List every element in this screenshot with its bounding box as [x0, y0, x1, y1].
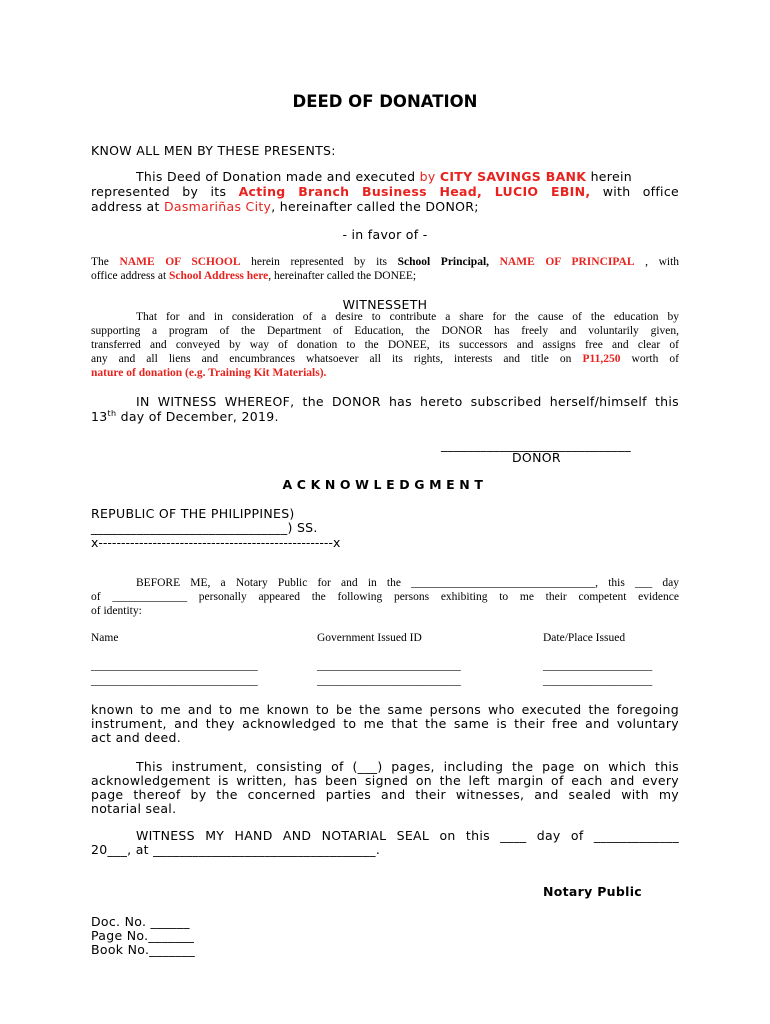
donor-label: DONOR	[512, 450, 561, 465]
table-row-2-id: _________________________	[317, 675, 461, 687]
instrument-line-2: acknowledgement is written, has been signed on the left margin of each and every	[91, 773, 679, 788]
in-witness-line-2	[91, 409, 679, 424]
before-me-line-1: BEFORE ME, a Notary Public for and in the ________________________________, this ___ day	[136, 577, 679, 589]
donor-representative: Acting Branch Business Head, LUCIO EBIN,	[238, 184, 591, 199]
worth-text: worth of	[631, 353, 679, 365]
the-text: The	[91, 256, 109, 268]
known-line-3: act and deed.	[91, 730, 182, 745]
doc-no: Doc. No. ______	[91, 914, 190, 929]
donor-called: , hereinafter called the DONOR;	[271, 199, 479, 214]
witnesseth-line-2: supporting a program of the Department of Education, the DONOR has freely and voluntarily given,	[91, 325, 679, 337]
before-me-line-3: of identity:	[91, 605, 142, 617]
document-title: DEED OF DONATION	[292, 92, 478, 111]
witness-day-suffix: th	[107, 408, 117, 418]
known-line-1: known to me and to me known to be the same persons who executed the foregoing	[91, 702, 679, 717]
acknowledgment-heading: ACKNOWLEDGMENT	[282, 477, 488, 492]
before-me-line-2: of _____________ personally appeared the following persons exhibiting to me their competent evidence	[91, 591, 679, 603]
in-witness-line-1: IN WITNESS WHEREOF, the DONOR has hereto subscribed herself/himself this	[136, 394, 679, 409]
represented-text: herein represented by its	[251, 256, 388, 268]
donee-paragraph-line-1	[91, 256, 679, 268]
liens-text: any and all liens and encumbrances whatsoever all its rights, interests and title on	[91, 353, 572, 365]
with-text: , with	[645, 256, 680, 268]
donor-signature-line: _____________________________	[441, 437, 631, 452]
herein-text: herein	[590, 169, 632, 184]
table-row-1-date: ___________________	[543, 660, 653, 672]
donor-name: CITY SAVINGS BANK	[439, 169, 587, 184]
donee-paragraph-line-2	[91, 270, 679, 282]
instrument-line-1: This instrument, consisting of (___) pages, including the page on which this	[136, 759, 679, 774]
donation-amount: P11,250	[582, 353, 621, 365]
page-no: Page No._______	[91, 928, 195, 943]
address-text: address at	[91, 199, 160, 214]
witness-hand-line-1: WITNESS MY HAND AND NOTARIAL SEAL on this ____ day of _____________	[136, 828, 679, 843]
witness-date: day of December, 2019.	[120, 409, 279, 424]
witnesseth-line-4	[91, 353, 679, 365]
in-favor-of: - in favor of -	[342, 227, 428, 242]
represented-text: represented by its	[91, 184, 227, 199]
notary-public-label: Notary Public	[543, 884, 643, 899]
donor-address: Dasmariñas City	[163, 199, 272, 214]
table-row-1-id: _________________________	[317, 660, 461, 672]
donor-text: This Deed of Donation made and executed	[136, 169, 416, 184]
republic-line: REPUBLIC OF THE PHILIPPINES)	[91, 506, 295, 521]
witnesseth-heading: WITNESSETH	[342, 297, 428, 312]
principal-title: School Principal,	[397, 256, 490, 268]
donor-paragraph-line-3	[91, 199, 679, 214]
witness-day: 13	[91, 409, 108, 424]
donor-paragraph-line-1	[91, 169, 679, 184]
known-line-2: instrument, and they acknowledged to me that the same is their free and voluntary	[91, 716, 679, 731]
witness-hand-line-2: 20___, at __________________________________.	[91, 842, 381, 857]
witnesseth-line-1: That for and in consideration of a desire to contribute a share for the cause of the education by	[136, 311, 679, 323]
donee-called: , hereinafter called the DONEE;	[268, 270, 417, 282]
header-gov-id: Government Issued ID	[317, 632, 422, 644]
donor-paragraph-line-2	[91, 184, 679, 199]
instrument-line-4: notarial seal.	[91, 801, 177, 816]
header-date-place: Date/Place Issued	[543, 632, 626, 644]
know-all-men: KNOW ALL MEN BY THESE PRESENTS:	[91, 143, 336, 158]
table-row-2-name: _____________________________	[91, 675, 258, 687]
school-name: NAME OF SCHOOL	[119, 256, 241, 268]
school-address: School Address here	[169, 270, 269, 282]
ss-line: ______________________________) SS.	[91, 520, 318, 535]
header-name: Name	[91, 632, 119, 644]
by-text: by	[419, 169, 436, 184]
x-separator: x----------------------------------------------------x	[91, 535, 341, 550]
table-row-1-name: _____________________________	[91, 660, 258, 672]
book-no: Book No._______	[91, 942, 196, 957]
witnesseth-line-3: transferred and conveyed by way of donation to the DONEE, its successors and assigns free and clear of	[91, 339, 679, 351]
instrument-line-3: page thereof by the concerned parties and their witnesses, and sealed with my	[91, 787, 679, 802]
donation-nature: nature of donation (e.g. Training Kit Materials).	[91, 367, 327, 379]
principal-name: NAME OF PRINCIPAL	[499, 256, 635, 268]
office-text: with office	[602, 184, 679, 199]
table-row-2-date: ___________________	[543, 675, 653, 687]
office-address-text: office address at	[91, 270, 167, 282]
